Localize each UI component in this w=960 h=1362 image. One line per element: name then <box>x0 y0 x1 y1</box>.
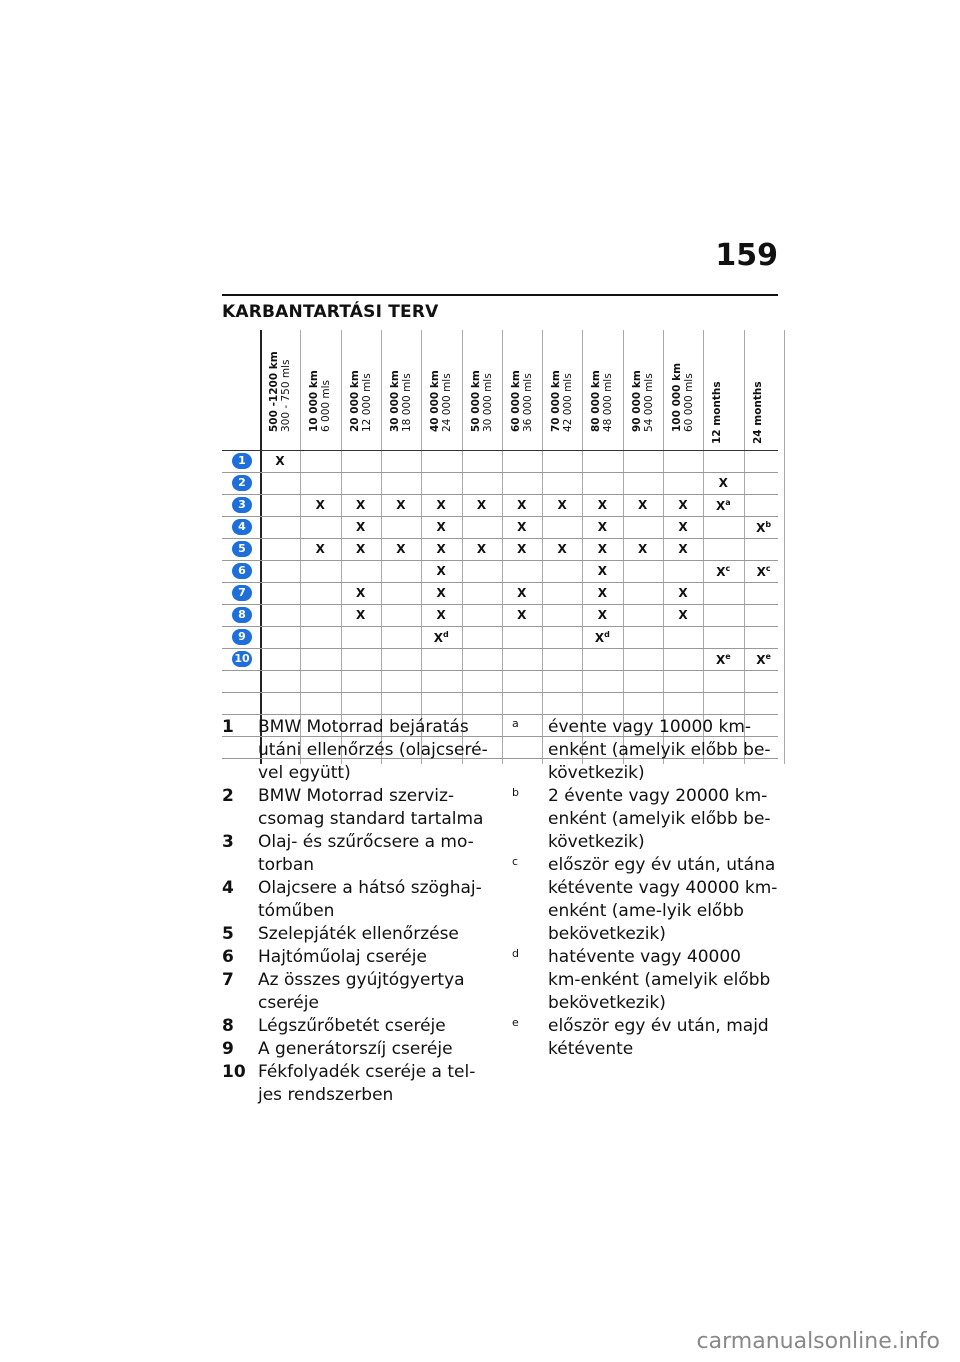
schedule-mark: X <box>355 586 366 600</box>
schedule-mark: X <box>315 542 325 556</box>
legend-item <box>222 785 492 831</box>
column-header <box>703 356 743 456</box>
footnote-ref: a <box>725 498 731 507</box>
row-line <box>222 626 778 627</box>
row-number-badge: 1 <box>232 453 252 469</box>
schedule-mark: X <box>355 608 366 622</box>
column-header <box>582 356 622 456</box>
legend-text: A generátorszíj cseréje <box>258 1039 453 1059</box>
row-number-badge: 8 <box>232 607 252 623</box>
legend-text: BMW Motorrad szerviz-csomag standard tartalma <box>258 786 484 829</box>
footnote-text: 2 évente vagy 20000 km-enként (amelyik előbb be-következik) <box>548 786 771 852</box>
column-header-secondary: 6 000 mls <box>320 379 333 432</box>
schedule-mark: X <box>476 498 487 512</box>
row-line <box>222 516 778 517</box>
column-header-primary: 100 000 km <box>671 362 683 432</box>
legend-item <box>222 1038 492 1061</box>
schedule-mark: $X^c$ <box>716 564 731 579</box>
schedule-mark: X <box>638 498 648 512</box>
column-header-primary: 40 000 km <box>429 370 442 432</box>
schedule-mark: X <box>517 542 527 556</box>
column-line <box>784 330 785 764</box>
column-header-label <box>308 370 332 432</box>
footnotes-list <box>512 716 778 1061</box>
schedule-mark: Xe <box>756 652 771 667</box>
schedule-mark: $X^d$ <box>433 630 449 645</box>
column-header-primary: 70 000 km <box>550 370 563 432</box>
schedule-mark: X <box>678 520 688 534</box>
footnote-ref: b <box>765 520 772 529</box>
schedule-mark: X <box>597 586 608 600</box>
legend-number: 7 <box>222 970 234 990</box>
schedule-mark: $X^b$ <box>756 520 772 535</box>
legend-item <box>222 969 492 1015</box>
column-header-secondary: 36 000 mls <box>521 373 534 432</box>
column-header-label <box>711 381 723 444</box>
row-number-badge: 9 <box>232 629 252 645</box>
schedule-mark: X <box>597 498 608 512</box>
column-header-label <box>671 363 695 432</box>
schedule-mark: Xe <box>715 652 731 667</box>
footnote-ref: c <box>725 564 731 573</box>
schedule-mark: $X^d$ <box>594 630 610 645</box>
column-header-label <box>268 351 292 432</box>
schedule-mark: $X^c$ <box>756 564 771 579</box>
column-header-secondary: 60 000 mls <box>683 373 695 432</box>
legend-number: 4 <box>222 878 234 898</box>
footnote-ref: d <box>604 630 610 639</box>
row-number-badge: 6 <box>232 563 252 579</box>
column-header-primary: 80 000 km <box>590 370 603 432</box>
footnote-key: a <box>512 717 519 730</box>
schedule-mark: X <box>597 542 608 556</box>
column-header <box>502 356 542 456</box>
footnote-item <box>512 946 778 1015</box>
footnote-ref: e <box>765 652 771 661</box>
column-header-label <box>510 370 534 432</box>
row-line <box>222 670 778 671</box>
section-title: KARBANTARTÁSI TERV <box>222 302 439 322</box>
schedule-mark: X <box>275 454 285 468</box>
footnote-key: d <box>512 947 519 960</box>
legend-number: 6 <box>222 947 234 967</box>
schedule-mark: X <box>355 542 366 556</box>
legend-number: 3 <box>222 832 234 852</box>
footnote-ref: e <box>725 652 731 661</box>
legend-text: Olaj- és szűrőcsere a mo-torban <box>258 832 474 875</box>
schedule-mark: X <box>355 498 366 512</box>
footnote-item <box>512 1015 778 1061</box>
column-header-label <box>429 370 453 432</box>
schedule-mark: X <box>678 608 688 622</box>
legend-item <box>222 1061 492 1107</box>
schedule-mark: X <box>678 542 688 556</box>
schedule-mark: X <box>396 542 406 556</box>
column-header-secondary: 30 000 mls <box>481 373 494 432</box>
schedule-mark: X <box>436 586 446 600</box>
legend-number: 9 <box>222 1039 234 1059</box>
column-header <box>300 356 340 456</box>
row-number-badge: 4 <box>232 519 252 535</box>
legend-item <box>222 1015 492 1038</box>
column-header-primary: 30 000 km <box>388 370 401 432</box>
column-header-label <box>550 370 574 432</box>
legend-text: BMW Motorrad bejáratás utáni ellenőrzés (olajcseré-vel együtt) <box>258 717 488 783</box>
row-line <box>222 582 778 583</box>
footnote-text: évente vagy 10000 km-enként (amelyik előbb be-következik) <box>548 717 771 783</box>
column-header-primary: 500 -1200 km <box>268 351 280 432</box>
schedule-mark: X <box>355 520 366 534</box>
schedule-mark: $X^a$ <box>715 498 731 513</box>
header-rule <box>222 294 778 296</box>
footnote-key: b <box>512 786 519 799</box>
schedule-mark: X <box>436 608 446 622</box>
schedule-mark: X <box>436 542 446 556</box>
schedule-mark: X <box>436 498 446 512</box>
schedule-mark: X <box>517 586 527 600</box>
schedule-mark: X <box>436 520 446 534</box>
legend-text: Légszűrőbetét cseréje <box>258 1016 446 1036</box>
column-header <box>744 356 784 456</box>
column-header <box>381 356 421 456</box>
legend-item <box>222 716 492 785</box>
footnote-item <box>512 854 778 946</box>
legend-text: Szelepjáték ellenőrzése <box>258 924 459 944</box>
column-header-primary: 10 000 km <box>308 370 321 432</box>
legend-text: Hajtóműolaj cseréje <box>258 947 427 967</box>
column-header-secondary: 300 - 750 mls <box>280 359 292 432</box>
column-header-label <box>590 370 614 432</box>
column-header-secondary: 42 000 mls <box>562 373 575 432</box>
legend-number: 2 <box>222 786 234 806</box>
schedule-mark: X <box>638 542 648 556</box>
row-number-badge: 2 <box>232 475 252 491</box>
schedule-mark: X <box>436 564 446 578</box>
legend-number: 5 <box>222 924 234 944</box>
column-header-label <box>752 381 764 444</box>
legend-text: Olajcsere a hátsó szöghaj-tóműben <box>258 878 482 921</box>
column-header-primary: 50 000 km <box>469 370 482 432</box>
footnote-ref: d <box>442 630 449 639</box>
column-header-secondary: 18 000 mls <box>400 373 413 432</box>
schedule-mark: X <box>678 498 688 512</box>
column-header-primary: 20 000 km <box>348 370 361 432</box>
footnote-key: e <box>512 1016 519 1029</box>
column-header <box>260 351 300 456</box>
column-header-label <box>389 370 413 432</box>
legend-item <box>222 946 492 969</box>
column-header-secondary: 24 000 mls <box>441 373 454 432</box>
column-header <box>341 356 381 456</box>
legend-list <box>222 716 492 1107</box>
column-header-primary: 90 000 km <box>630 370 643 432</box>
footnote-text: hatévente vagy 40000 km-enként (amelyik előbb bekövetkezik) <box>548 947 771 1013</box>
column-header <box>421 356 461 456</box>
column-header-secondary: 54 000 mls <box>642 373 655 432</box>
schedule-mark: X <box>557 498 567 512</box>
schedule-mark: X <box>476 542 487 556</box>
row-line <box>222 538 778 539</box>
maintenance-table <box>222 330 778 706</box>
legend-item <box>222 877 492 923</box>
column-header-primary: 24 months <box>751 381 764 444</box>
legend-number: 10 <box>222 1062 246 1082</box>
schedule-mark: X <box>315 498 325 512</box>
footnote-key: c <box>512 855 519 868</box>
page-number: 159 <box>715 238 778 273</box>
schedule-mark: X <box>597 520 608 534</box>
column-header-primary: 12 months <box>711 381 724 444</box>
legend-number: 8 <box>222 1016 234 1036</box>
legend-item <box>222 923 492 946</box>
row-line <box>222 604 778 605</box>
column-header <box>663 356 703 456</box>
schedule-mark: X <box>597 564 608 578</box>
row-line <box>222 494 778 495</box>
column-header-secondary: 48 000 mls <box>602 373 615 432</box>
row-number-badge: 7 <box>232 585 252 601</box>
schedule-mark: X <box>678 586 688 600</box>
row-line <box>222 472 778 473</box>
schedule-mark: X <box>557 542 567 556</box>
row-number-badge: 3 <box>232 497 252 513</box>
footnote-text: először egy év után, utána kétévente vagy 40000 km-enként (ame-lyik előbb bekövetkezik) <box>548 855 778 944</box>
watermark: carmanualsonline.info <box>696 1329 940 1354</box>
column-header <box>623 356 663 456</box>
schedule-mark: X <box>396 498 406 512</box>
column-header <box>462 356 502 456</box>
column-header-primary: 60 000 km <box>509 370 522 432</box>
footnote-ref: c <box>765 564 771 573</box>
column-header-label <box>470 370 494 432</box>
row-number-badge: 10 <box>232 651 252 667</box>
schedule-mark: X <box>517 498 527 512</box>
row-line <box>222 714 778 715</box>
footnote-item <box>512 716 778 785</box>
row-line <box>222 692 778 693</box>
column-header <box>542 356 582 456</box>
footnote-text: először egy év után, majd kétévente <box>548 1016 769 1059</box>
column-header-label <box>349 370 373 432</box>
schedule-mark: X <box>597 608 608 622</box>
row-number-badge: 5 <box>232 541 252 557</box>
legend-number: 1 <box>222 717 234 737</box>
schedule-mark: X <box>718 476 728 490</box>
legend-item <box>222 831 492 877</box>
footnote-item <box>512 785 778 854</box>
legend-text: Fékfolyadék cseréje a tel-jes rendszerben <box>258 1062 476 1105</box>
schedule-mark: X <box>517 520 527 534</box>
column-header-label <box>631 370 655 432</box>
column-header-secondary: 12 000 mls <box>360 373 373 432</box>
row-line <box>222 648 778 649</box>
schedule-mark: X <box>517 608 527 622</box>
legend-text: Az összes gyújtógyertya cseréje <box>258 970 465 1013</box>
row-line <box>222 560 778 561</box>
